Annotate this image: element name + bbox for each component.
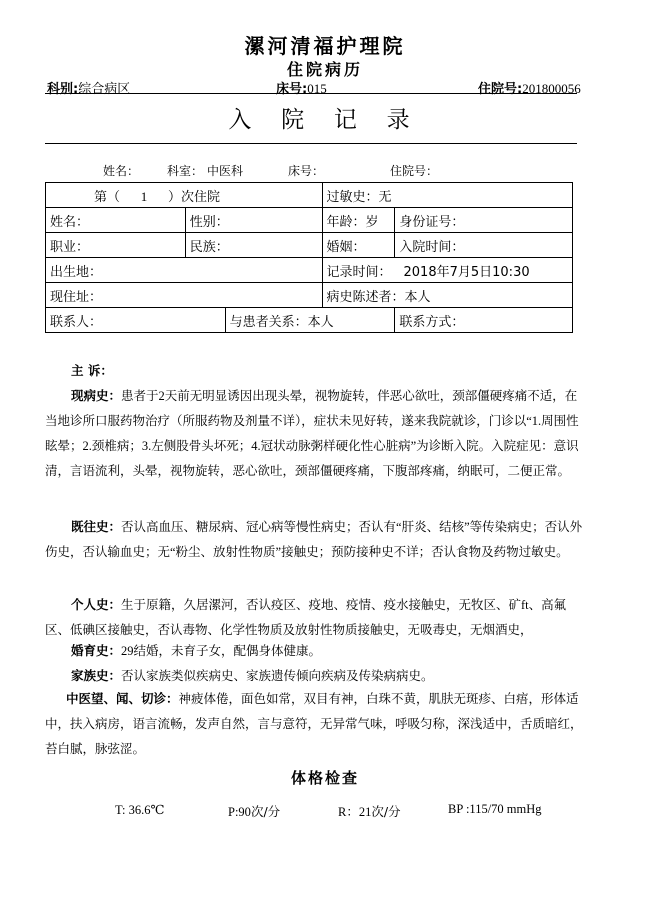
info-dept-label: 科室： bbox=[167, 164, 204, 178]
address-cell: 现住址： bbox=[46, 283, 323, 308]
vital-respiration-value: R：21 bbox=[338, 805, 372, 819]
vital-respiration-unit: 次/分 bbox=[371, 804, 401, 819]
dept-value: 综合病区 bbox=[78, 81, 131, 96]
contact-method-cell: 联系方式： bbox=[395, 308, 573, 333]
bed-label: 床号: bbox=[276, 82, 308, 97]
bed-field bbox=[276, 78, 327, 97]
admission-no-label: 住院号: bbox=[478, 82, 523, 97]
personal-history-text: 生于原籍，久居漯河，否认疫区、疫地、疫情、疫水接触史，无牧区、矿ft、高氟区、低碘区接触史，否认毒物、化学性物质及放射性物质接触史，无吸毒史，无烟酒史， bbox=[45, 598, 567, 637]
physical-exam-title: 体格检查 bbox=[290, 769, 359, 787]
tcm-examination-text: 神疲体倦，面色如常，双目有神，白珠不黄，肌肤无斑疹、白痦，形体适中，扶入病房，语言流畅，发声自然，言与意符，无异常气味，呼吸匀称，深浅适中，舌质暗红，苔白腻，脉弦涩。 bbox=[45, 692, 583, 756]
gender-cell: 性别： bbox=[185, 208, 322, 233]
vital-pulse-unit: 次/分 bbox=[250, 804, 281, 819]
marital-history-text: 29结婚，未育子女，配偶身体健康。 bbox=[121, 644, 322, 658]
admission-no-value: 201800056 bbox=[522, 81, 581, 96]
name-cell: 姓名： bbox=[46, 208, 186, 233]
page-title: 入 院 记 录 bbox=[228, 107, 422, 132]
admission-times-prefix: 第（ bbox=[94, 189, 121, 205]
chief-complaint bbox=[45, 358, 611, 384]
contact-cell: 联系人： bbox=[46, 308, 226, 333]
allergy-cell: 过敏史：无 bbox=[322, 183, 573, 208]
admission-times-value: 1 bbox=[140, 188, 148, 204]
age-cell: 年龄：岁 bbox=[322, 208, 395, 233]
vital-temperature: T: 36.6℃ bbox=[115, 803, 165, 817]
table-row bbox=[46, 208, 573, 233]
personal-history-label: 个人史： bbox=[71, 597, 122, 612]
vital-pulse bbox=[228, 802, 280, 820]
present-illness-label: 现病史： bbox=[71, 388, 122, 403]
vital-blood-pressure: BP :115/70 mmHg bbox=[448, 802, 542, 816]
info-bed-label: 床号： bbox=[288, 164, 325, 178]
historian-cell: 病史陈述者：本人 bbox=[322, 283, 573, 308]
past-history-text: 否认高血压、糖尿病、冠心病等慢性病史；否认有“肝炎、结核”等传染病史；否认外伤史，否认输血史；无“粉尘、放射性物质”接触史；预防接种史不详；否认食物及药物过敏史。 bbox=[45, 520, 583, 559]
info-name-label: 姓名： bbox=[103, 164, 140, 178]
relation-cell: 与患者关系：本人 bbox=[225, 308, 395, 333]
id-no-cell: 身份证号： bbox=[395, 208, 573, 233]
marital-history bbox=[45, 638, 585, 664]
table-row bbox=[46, 283, 573, 308]
admission-times-cell bbox=[46, 183, 323, 208]
present-illness bbox=[45, 383, 585, 484]
admit-time-cell: 入院时间： bbox=[395, 233, 573, 258]
patient-info-table bbox=[45, 182, 573, 333]
birthplace-cell: 出生地： bbox=[46, 258, 323, 283]
record-time-value: 2018年7月5日10:30 bbox=[403, 264, 530, 280]
vital-respiration bbox=[338, 802, 401, 820]
past-history-label: 既往史： bbox=[71, 519, 122, 534]
present-illness-text: 患者于2天前无明显诱因出现头晕，视物旋转，伴恶心欲吐，颈部僵硬疼痛不适，在当地诊所口服药物治疗（所服药物及剂量不详），症状未见好转，遂来我院就诊，门诊以“1.周围性眩晕；2.颈椎病；3.左侧股骨头坏死；4.冠状动脉粥样硬化性心脏病”为诊断入院。入院症见：意识清，言语流利，头晕，视物旋转，恶心欲吐，颈部僵硬疼痛，下腹部疼痛，纳眠可，二便正常。 bbox=[45, 389, 579, 478]
personal-history bbox=[45, 592, 585, 643]
record-time-label: 记录时间： bbox=[326, 264, 392, 280]
occupation-cell: 职业： bbox=[46, 233, 186, 258]
table-row bbox=[46, 308, 573, 333]
tcm-examination bbox=[45, 686, 585, 762]
chief-complaint-label: 主 诉： bbox=[71, 363, 113, 378]
vital-pulse-value: P:90 bbox=[228, 805, 251, 819]
dept-field bbox=[47, 78, 130, 97]
marital-history-label: 婚育史： bbox=[71, 643, 122, 658]
admission-no-field bbox=[478, 78, 581, 97]
dept-label: 科别: bbox=[47, 82, 79, 97]
tcm-examination-label: 中医望、闻、切诊： bbox=[66, 691, 179, 706]
record-time-cell bbox=[322, 258, 573, 283]
table-row bbox=[46, 258, 573, 283]
marriage-cell: 婚姻： bbox=[322, 233, 395, 258]
table-row bbox=[46, 233, 573, 258]
family-history-text: 否认家族类似疾病史、家族遗传倾向疾病及传染病病史。 bbox=[121, 669, 434, 683]
admission-times-suffix: ）次住院 bbox=[168, 189, 221, 205]
ethnicity-cell: 民族： bbox=[185, 233, 322, 258]
bed-value: 015 bbox=[307, 81, 327, 96]
family-history-label: 家族史： bbox=[71, 668, 122, 683]
past-history bbox=[45, 514, 585, 565]
info-admission-no-label: 住院号： bbox=[390, 164, 439, 178]
title-divider bbox=[45, 143, 577, 144]
hospital-name: 漯河清福护理院 bbox=[244, 34, 406, 58]
record-subtitle: 住院病历 bbox=[286, 60, 363, 79]
table-row bbox=[46, 183, 573, 208]
header-divider bbox=[45, 93, 577, 94]
info-dept-value: 中医科 bbox=[207, 164, 244, 178]
info-dept bbox=[167, 162, 243, 179]
